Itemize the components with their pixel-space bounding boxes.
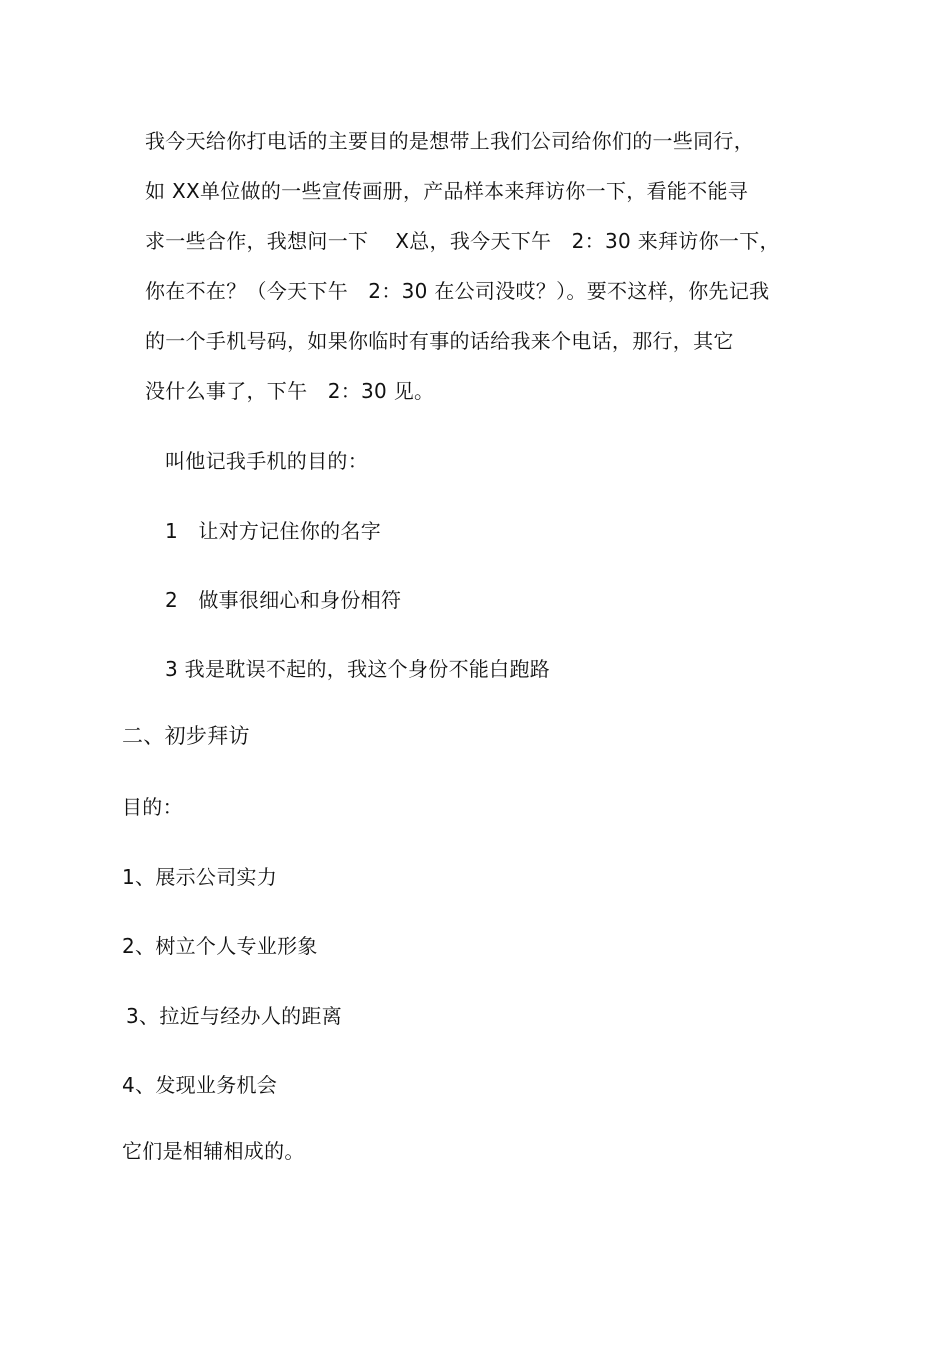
goal-item: 1、展示公司实力	[122, 865, 278, 889]
paragraph-line: 没什么事了，下午 2：30 见。	[145, 379, 435, 403]
reasons-heading: 叫他记我手机的目的：	[165, 449, 368, 473]
goal-item: 3、拉近与经办人的距离	[126, 1004, 343, 1028]
paragraph-line: 你在不在？（今天下午 2：30 在公司没哎？）。要不这样，你先记我	[145, 279, 770, 303]
reason-item: 3 我是耽误不起的，我这个身份不能白跑路	[165, 657, 551, 681]
paragraph-line: 的一个手机号码，如果你临时有事的话给我来个电话，那行，其它	[145, 329, 734, 353]
reason-item: 1 让对方记住你的名字	[165, 519, 382, 543]
section-heading: 二、初步拜访	[122, 724, 250, 748]
closing-sentence: 它们是相辅相成的。	[122, 1139, 305, 1163]
paragraph-line: 我今天给你打电话的主要目的是想带上我们公司给你们的一些同行，	[145, 129, 754, 153]
paragraph-line: 如 XX单位做的一些宣传画册，产品样本来拜访你一下，看能不能寻	[145, 179, 749, 203]
goal-label: 目的：	[122, 795, 183, 819]
paragraph-line: 求一些合作，我想问一下 X总，我今天下午 2：30 来拜访你一下，	[145, 229, 780, 253]
goal-item: 4、发现业务机会	[122, 1073, 278, 1097]
reason-item: 2 做事很细心和身份相符	[165, 588, 402, 612]
goal-item: 2、树立个人专业形象	[122, 934, 318, 958]
